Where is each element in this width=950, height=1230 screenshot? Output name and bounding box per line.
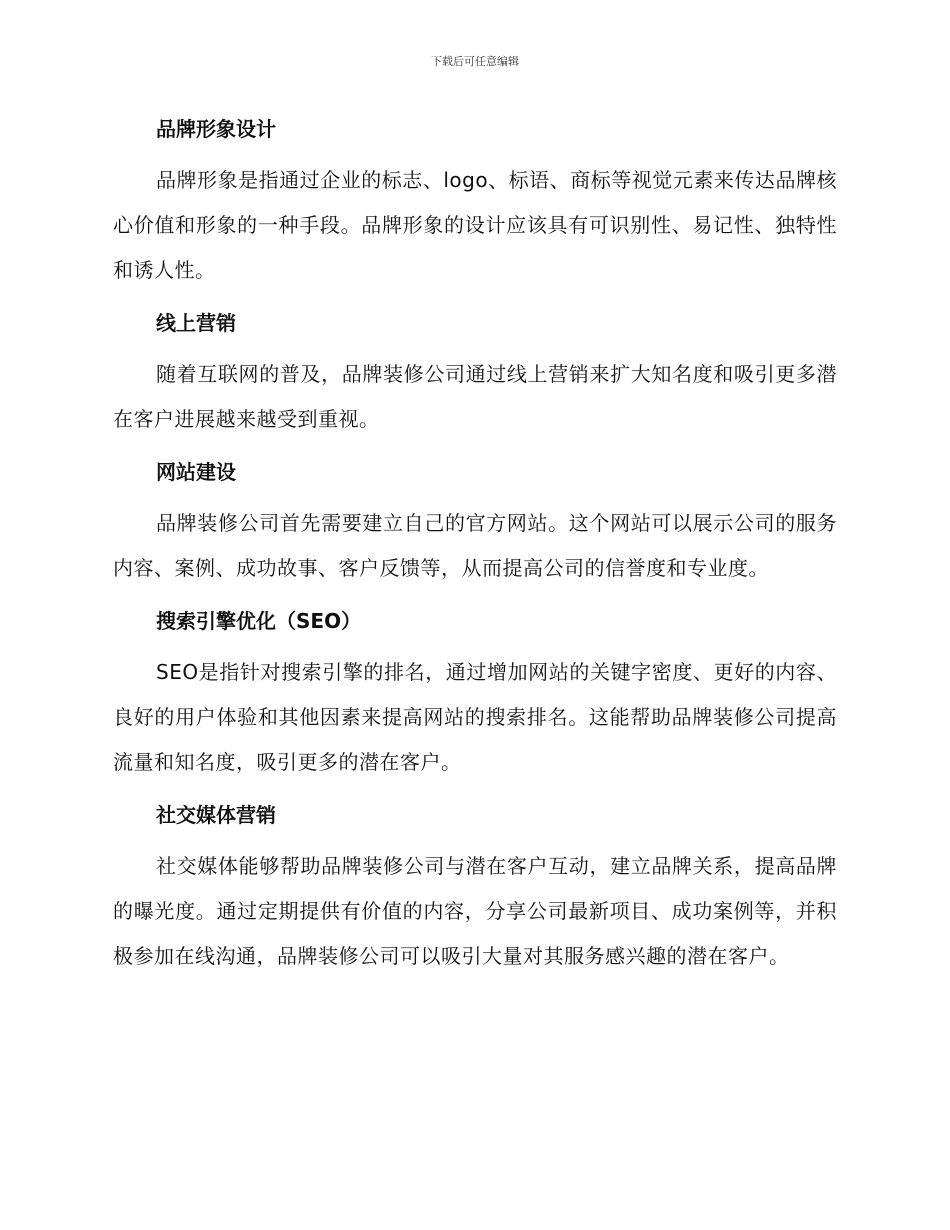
section-body-social-media: 社交媒体能够帮助品牌装修公司与潜在客户互动，建立品牌关系，提高品牌的曝光度。通过定期提供有价值的内容，分享公司最新项目、成功案例等，并积极参加在线沟通，品牌装修公司可以吸引大量对其服务感兴趣的潜在客户。 — [113, 854, 837, 968]
section-heading-website: 网站建设 — [156, 460, 236, 484]
document-body — [113, 111, 837, 991]
section-body-website: 品牌装修公司首先需要建立自己的官方网站。这个网站可以展示公司的服务内容、案例、成功故事、客户反馈等，从而提高公司的信誉度和专业度。 — [113, 511, 837, 580]
section-heading-online-marketing: 线上营销 — [156, 311, 236, 335]
page-header-note: 下载后可任意编辑 — [431, 55, 519, 68]
section-body-brand-image: 品牌形象是指通过企业的标志、logo、标语、商标等视觉元素来传达品牌核心价值和形象的一种手段。品牌形象的设计应该具有可识别性、易记性、独特性和诱人性。 — [113, 168, 837, 282]
section-body-seo: SEO是指针对搜索引擎的排名，通过增加网站的关键字密度、更好的内容、良好的用户体验和其他因素来提高网站的搜索排名。这能帮助品牌装修公司提高流量和知名度，吸引更多的潜在客户。 — [113, 660, 837, 774]
section-heading-brand-image: 品牌形象设计 — [156, 117, 276, 141]
section-heading-seo: 搜索引擎优化（SEO） — [156, 609, 362, 633]
section-heading-social-media: 社交媒体营销 — [156, 803, 276, 827]
section-body-online-marketing: 随着互联网的普及，品牌装修公司通过线上营销来扩大知名度和吸引更多潜在客户进展越来越受到重视。 — [113, 362, 837, 431]
